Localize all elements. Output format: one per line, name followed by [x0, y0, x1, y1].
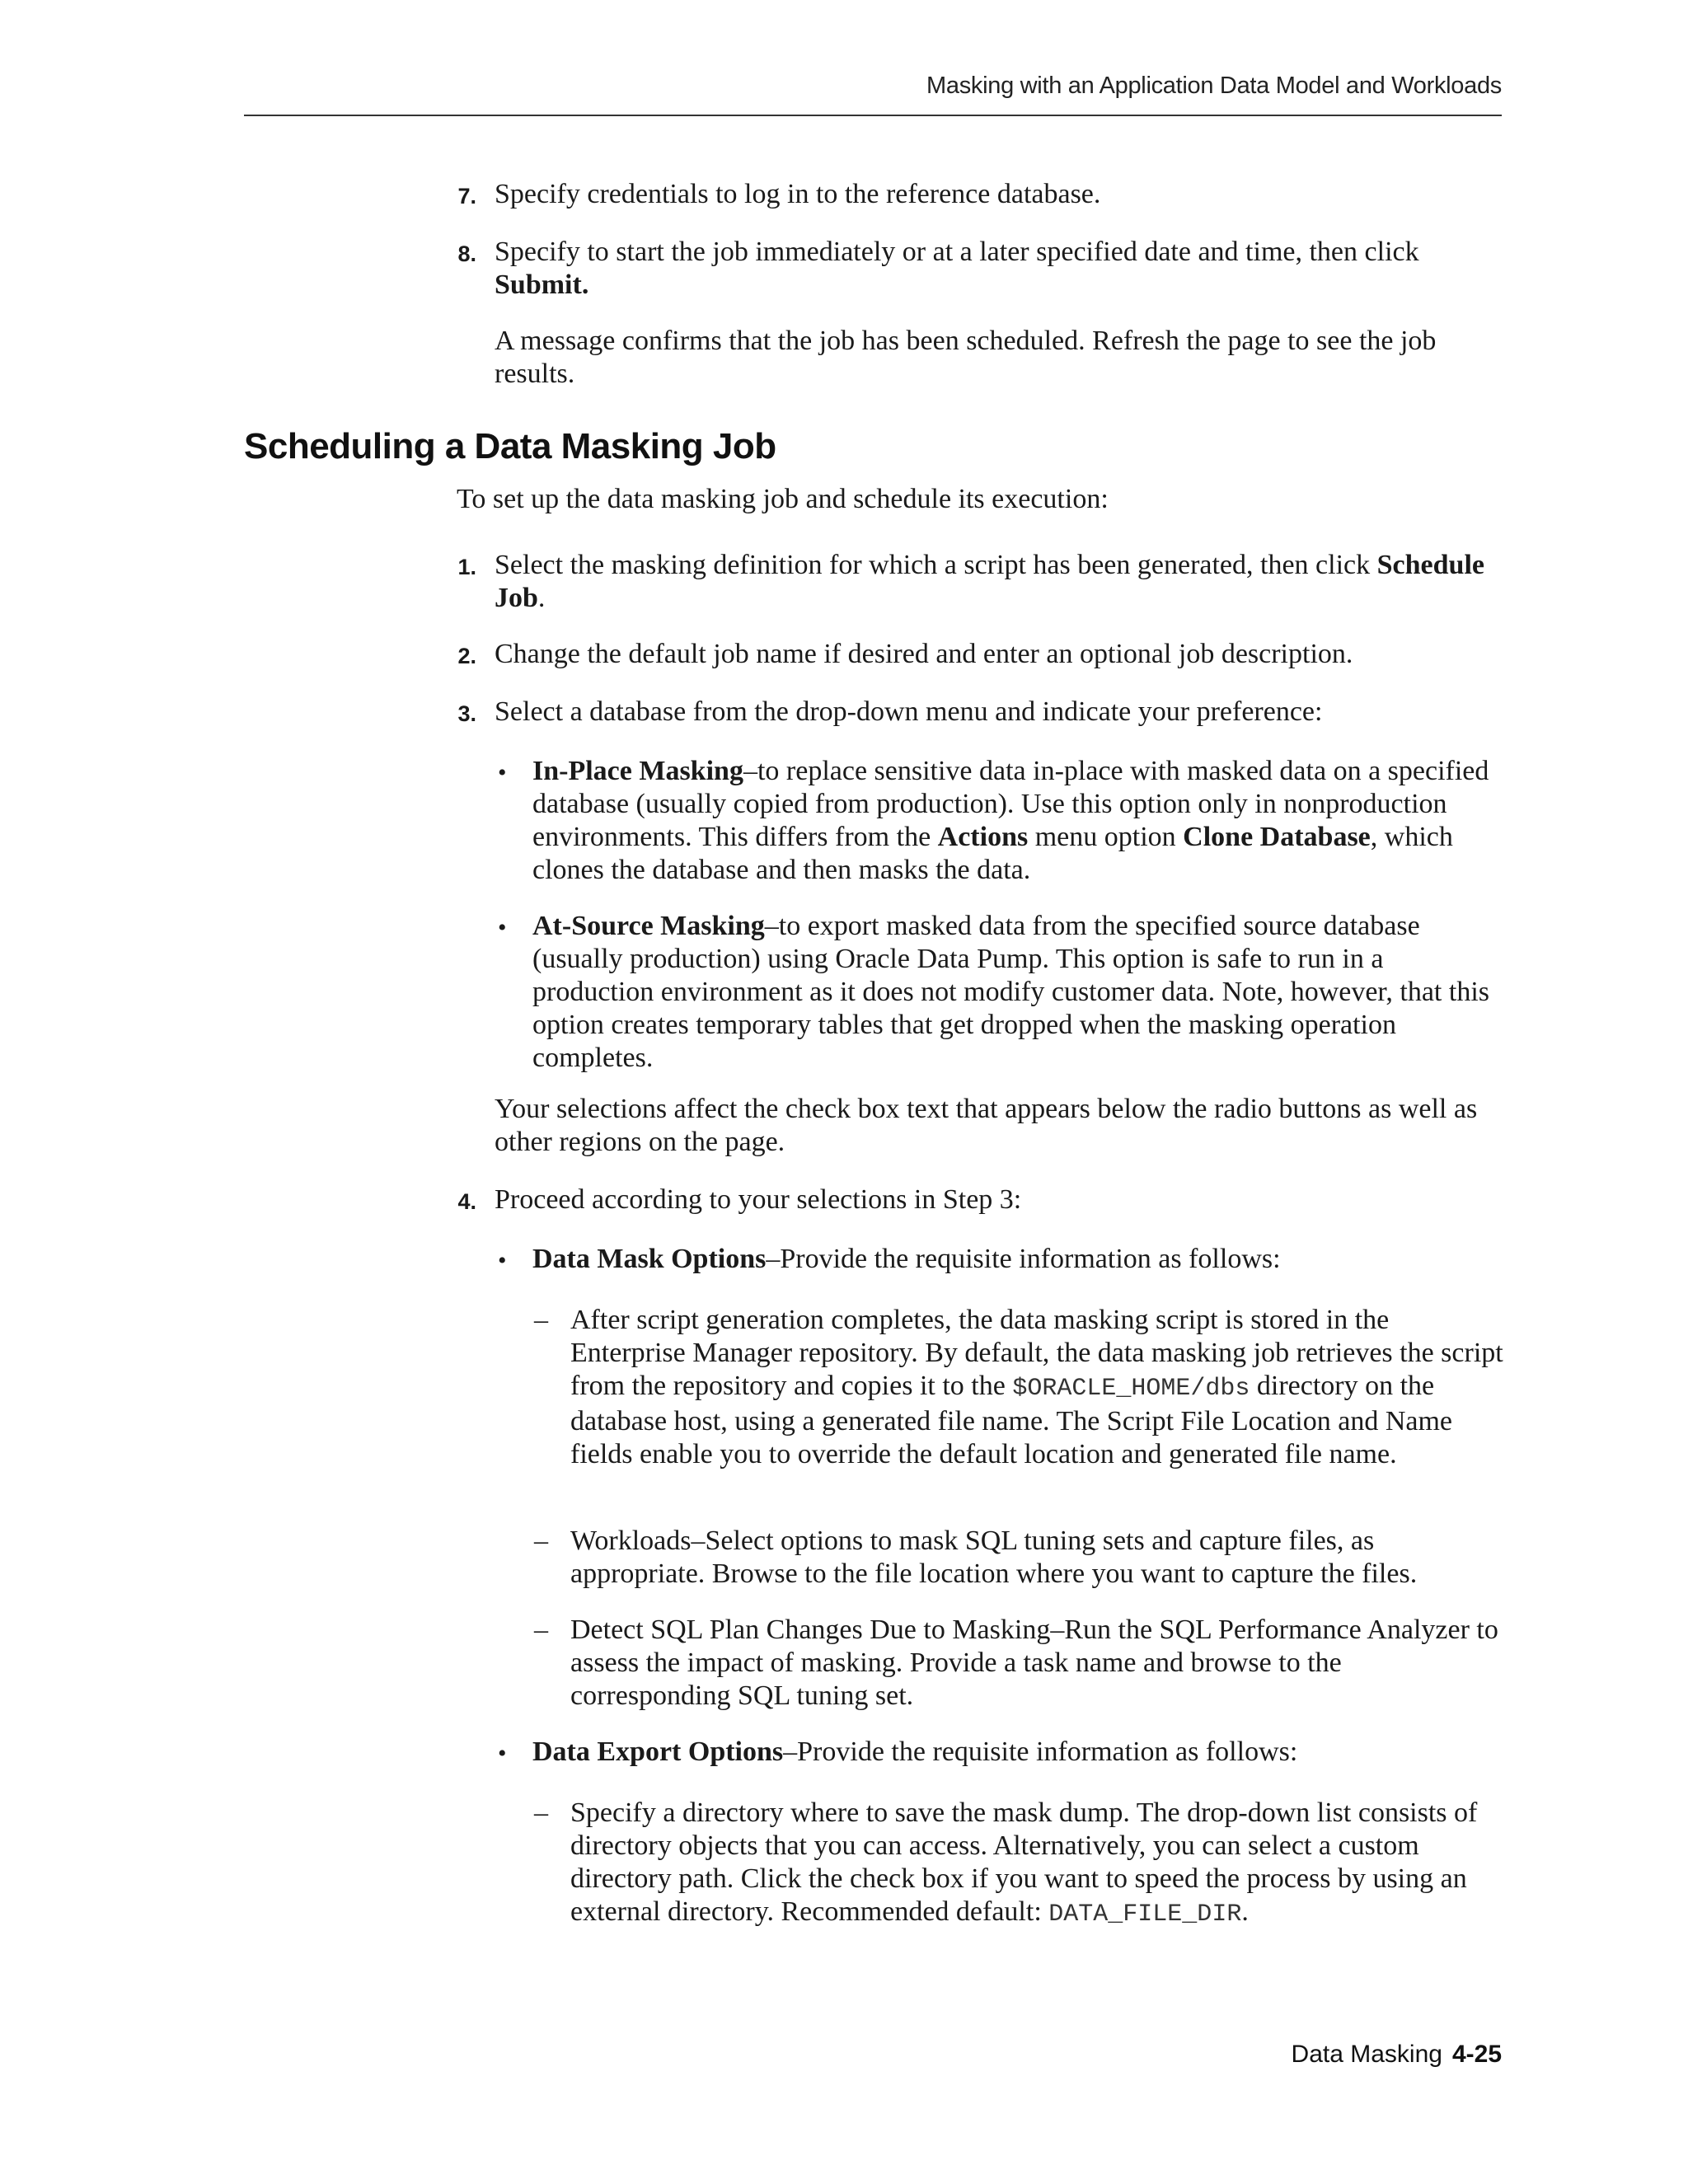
- workloads-item: Workloads–Select options to mask SQL tuning sets and capture files, as appropriate. Browse to the file location where you want to capture the files.: [570, 1526, 1418, 1589]
- header-rule: [244, 115, 1502, 116]
- step-text: Proceed according to your selections in Step 3:: [495, 1184, 1022, 1215]
- at-source-masking-item: At-Source Masking–to export masked data from the specified source database (usually production) using Oracle Data Pump. This option is safe to run in a production environment as it does not modify customer data. Note, however, that this option creates temporary tables that get dropped when the masking operation completes.: [532, 911, 1489, 1073]
- dash: –: [534, 1615, 548, 1645]
- dash: –: [534, 1526, 548, 1556]
- detect-sql-plan-item: Detect SQL Plan Changes Due to Masking–Run the SQL Performance Analyzer to assess the impact of masking. Provide a task name and browse to the corresponding SQL tuning set.: [570, 1615, 1498, 1711]
- step-number: 3.: [457, 701, 476, 726]
- oracle-home-path: $ORACLE_HOME/dbs: [1012, 1375, 1250, 1403]
- step-number: 2.: [457, 644, 476, 668]
- step-number: 8.: [457, 241, 476, 266]
- in-place-masking-item: In-Place Masking–to replace sensitive data in-place with masked data on a specified database (usually copied from production). Use this option only in nonproduction environments. This differs from the Actions menu option Clone Database, which clones the database and then masks the data.: [532, 756, 1489, 885]
- bullet: •: [498, 1247, 507, 1274]
- bullet: •: [498, 759, 507, 786]
- data-mask-options-item: Data Mask Options–Provide the requisite information as follows:: [532, 1244, 1281, 1274]
- dash: –: [534, 1305, 548, 1335]
- bullet: •: [498, 1740, 507, 1767]
- step-text: Specify to start the job immediately or at a later specified date and time, then click Submit.: [495, 237, 1419, 300]
- footer-label: Data Masking: [1291, 2041, 1442, 2068]
- step-note: Your selections affect the check box text that appears below the radio buttons as well as other regions on the page.: [495, 1094, 1478, 1157]
- data-file-dir-code: DATA_FILE_DIR: [1048, 1900, 1242, 1929]
- page-number: 4-25: [1451, 2041, 1502, 2068]
- dash: –: [534, 1797, 548, 1828]
- bullet: •: [498, 914, 507, 941]
- step-text: Specify credentials to log in to the reference database.: [495, 179, 1101, 209]
- section-intro: To set up the data masking job and schedule its execution:: [457, 484, 1109, 514]
- step-number: 4.: [457, 1189, 476, 1214]
- section-heading: Scheduling a Data Masking Job: [244, 426, 776, 466]
- mask-dump-directory-item: Specify a directory where to save the mask dump. The drop-down list consists of directory objects that you can access. Alternatively, you can select a custom directory path. Click the check box if you want to speed the process by using an external directory. Recommended default: DATA_FILE_DIR.: [570, 1797, 1478, 1929]
- submit-term: Submit.: [495, 269, 589, 300]
- step-text: Select a database from the drop-down menu and indicate your preference:: [495, 696, 1323, 727]
- schedule-job-term: Schedule Job: [495, 550, 1484, 613]
- step-number: 1.: [457, 555, 476, 579]
- step-note: A message confirms that the job has been scheduled. Refresh the page to see the job results.: [495, 326, 1437, 389]
- page-footer: [244, 2041, 1502, 2069]
- step-text: Select the masking definition for which a script has been generated, then click Schedule Job.: [495, 550, 1484, 613]
- script-location-item: After script generation completes, the data masking script is stored in the Enterprise Manager repository. By default, the data masking job retrieves the script from the repository and copies it to the $ORACLE_HOME/dbs directory on the database host, using a generated file name. The Script File Location and Name fields enable you to override the default location and generated file name.: [570, 1305, 1503, 1469]
- data-export-options-item: Data Export Options–Provide the requisite information as follows:: [532, 1736, 1298, 1767]
- step-text: Change the default job name if desired and enter an optional job description.: [495, 639, 1353, 669]
- running-header: Masking with an Application Data Model and Workloads: [926, 73, 1502, 99]
- step-number: 7.: [457, 184, 476, 209]
